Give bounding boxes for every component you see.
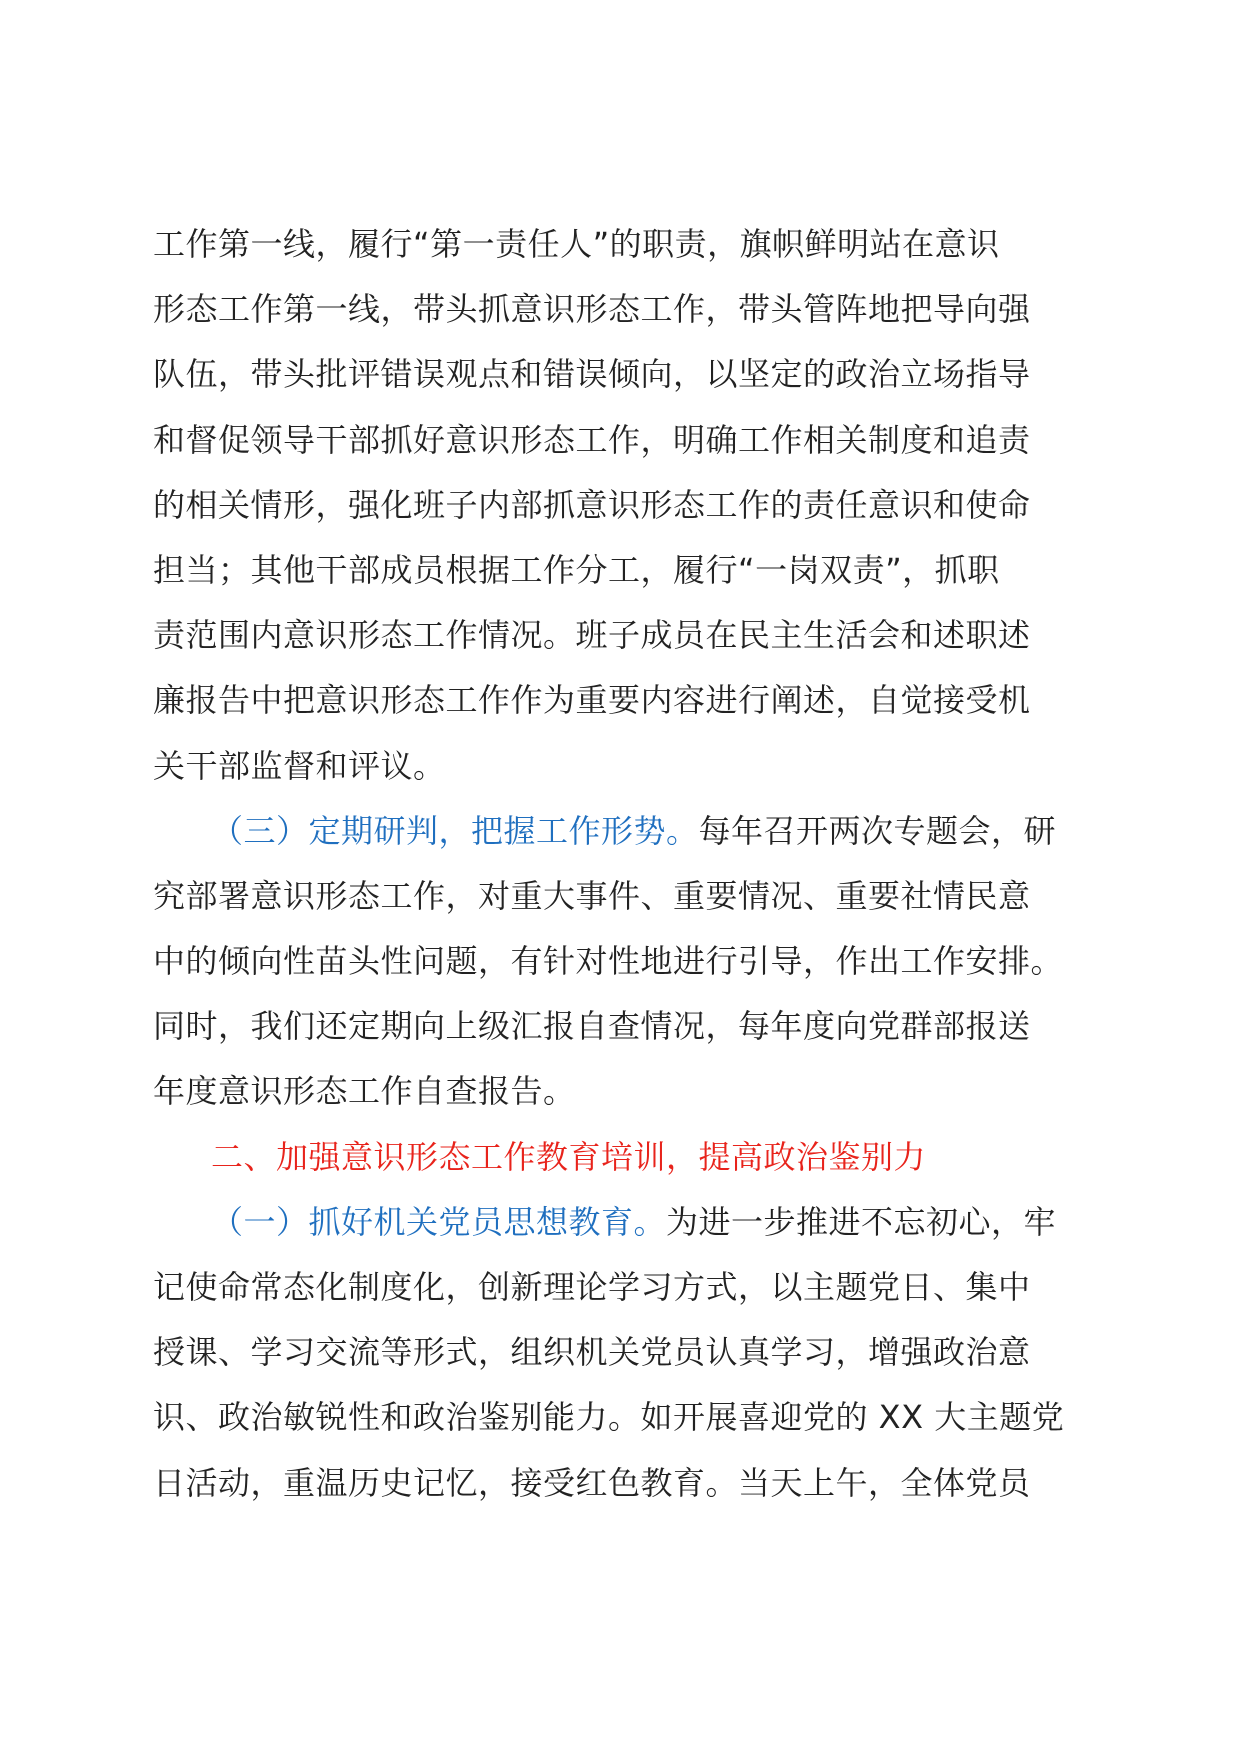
section1-subhead: （一）抓好机关党员思想教育。 — [211, 1202, 667, 1241]
paragraph-line: 担当；其他干部成员根据工作分工，履行“一岗双责”，抓职 — [153, 550, 1000, 589]
paragraph-line: 同时，我们还定期向上级汇报自查情况，每年度向党群部报送 — [153, 1007, 1031, 1046]
section1-first-line — [153, 1190, 1093, 1255]
paragraph-line: 队伍，带头批评错误观点和错误倾向，以坚定的政治立场指导 — [153, 355, 1031, 394]
section3-subhead: （三）定期研判，把握工作形势。 — [211, 811, 699, 850]
paragraph-line: 授课、学习交流等形式，组织机关党员认真学习，增强政治意 — [153, 1333, 1031, 1372]
paragraph-line: 年度意识形态工作自查报告。 — [153, 1072, 576, 1111]
section3-first-line — [153, 799, 1093, 864]
paragraph-line: 形态工作第一线，带头抓意识形态工作，带头管阵地把导向强 — [153, 290, 1031, 329]
document-body — [153, 212, 1093, 1516]
paragraph-line: 关干部监督和评议。 — [153, 746, 446, 785]
section1-first-rest: 为进一步推进不忘初心，牢 — [666, 1202, 1057, 1241]
section-heading-2: 二、加强意识形态工作教育培训，提高政治鉴别力 — [211, 1137, 927, 1176]
paragraph-line: 日活动，重温历史记忆，接受红色教育。当天上午，全体党员 — [153, 1463, 1031, 1502]
paragraph-line: 工作第一线，履行“第一责任人”的职责，旗帜鲜明站在意识 — [153, 225, 1000, 263]
paragraph-line: 廉报告中把意识形态工作作为重要内容进行阐述，自觉接受机 — [153, 681, 1031, 720]
paragraph-line: 识、政治敏锐性和政治鉴别能力。如开展喜迎党的 XX 大主题党 — [153, 1398, 1065, 1437]
paragraph-line: 究部署意识形态工作，对重大事件、重要情况、重要社情民意 — [153, 876, 1031, 915]
paragraph-line: 的相关情形，强化班子内部抓意识形态工作的责任意识和使命 — [153, 485, 1031, 524]
paragraph-line: 记使命常态化制度化，创新理论学习方式，以主题党日、集中 — [153, 1268, 1031, 1306]
paragraph-line: 责范围内意识形态工作情况。班子成员在民主生活会和述职述 — [153, 616, 1031, 655]
section3-first-rest: 每年召开两次专题会，研 — [698, 811, 1057, 850]
paragraph-line: 中的倾向性苗头性问题，有针对性地进行引导，作出工作安排。 — [153, 942, 1064, 981]
paragraph-line: 和督促领导干部抓好意识形态工作，明确工作相关制度和追责 — [153, 420, 1031, 459]
